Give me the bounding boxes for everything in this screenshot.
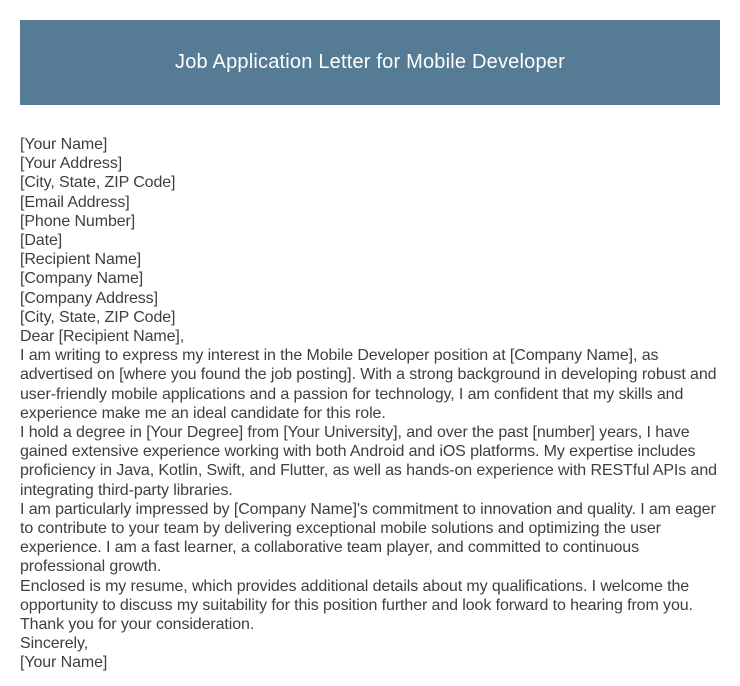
letter-paragraph-intro: I am writing to express my interest in the Mobile Developer position at [Company Name], as advertised on [where you found the job posting]. With a strong background in developing robust and user-friendly mobile applications and a passion for technology, I am confident that my skills and experience make me an ideal candidate for this role. xyxy=(20,347,717,422)
placeholder-line-date: [Date] xyxy=(20,232,63,250)
placeholder-line-recipient-name: [Recipient Name] xyxy=(20,251,142,269)
letter-body xyxy=(20,135,717,673)
letter-paragraph-motivation: I am particularly impressed by [Company Name]'s commitment to innovation and quality. I am eager to contribute to your team by delivering exceptional mobile solutions and optimizing the user experience. I am a fast learner, a collaborative team player, and committed to continuous professional growth. xyxy=(20,500,716,576)
placeholder-line-company-address: [Company Address] xyxy=(20,289,158,307)
placeholder-line-email: [Email Address] xyxy=(20,193,130,211)
placeholder-line-phone: [Phone Number] xyxy=(20,212,136,230)
placeholder-line-company-name: [Company Name] xyxy=(20,270,144,288)
letter-paragraph-thanks: Thank you for your consideration. xyxy=(20,616,255,634)
placeholder-line-company-city-state-zip: [City, State, ZIP Code] xyxy=(20,308,176,326)
placeholder-line-city-state-zip: [City, State, ZIP Code] xyxy=(20,174,176,192)
page-title: Job Application Letter for Mobile Developer xyxy=(175,51,565,73)
salutation-line: Dear [Recipient Name], xyxy=(20,328,185,346)
letter-paragraph-experience: I hold a degree in [Your Degree] from [Your University], and over the past [number] years, I have gained extensive experience working with both Android and iOS platforms. My expertise includes proficiency in Java, Kotlin, Swift, and Flutter, as well as hands-on experience with RESTful APIs and integrating third-party libraries. xyxy=(20,424,717,499)
placeholder-line-your-name: [Your Name] xyxy=(20,136,108,153)
closing-line: Sincerely, xyxy=(20,635,89,653)
header-banner xyxy=(20,20,720,105)
signature-line: [Your Name] xyxy=(20,654,108,672)
letter-paragraph-enclosure: Enclosed is my resume, which provides additional details about my qualifications. I welcome the opportunity to discuss my suitability for this position further and look forward to hearing from you. xyxy=(20,577,693,614)
placeholder-line-your-address: [Your Address] xyxy=(20,155,123,173)
